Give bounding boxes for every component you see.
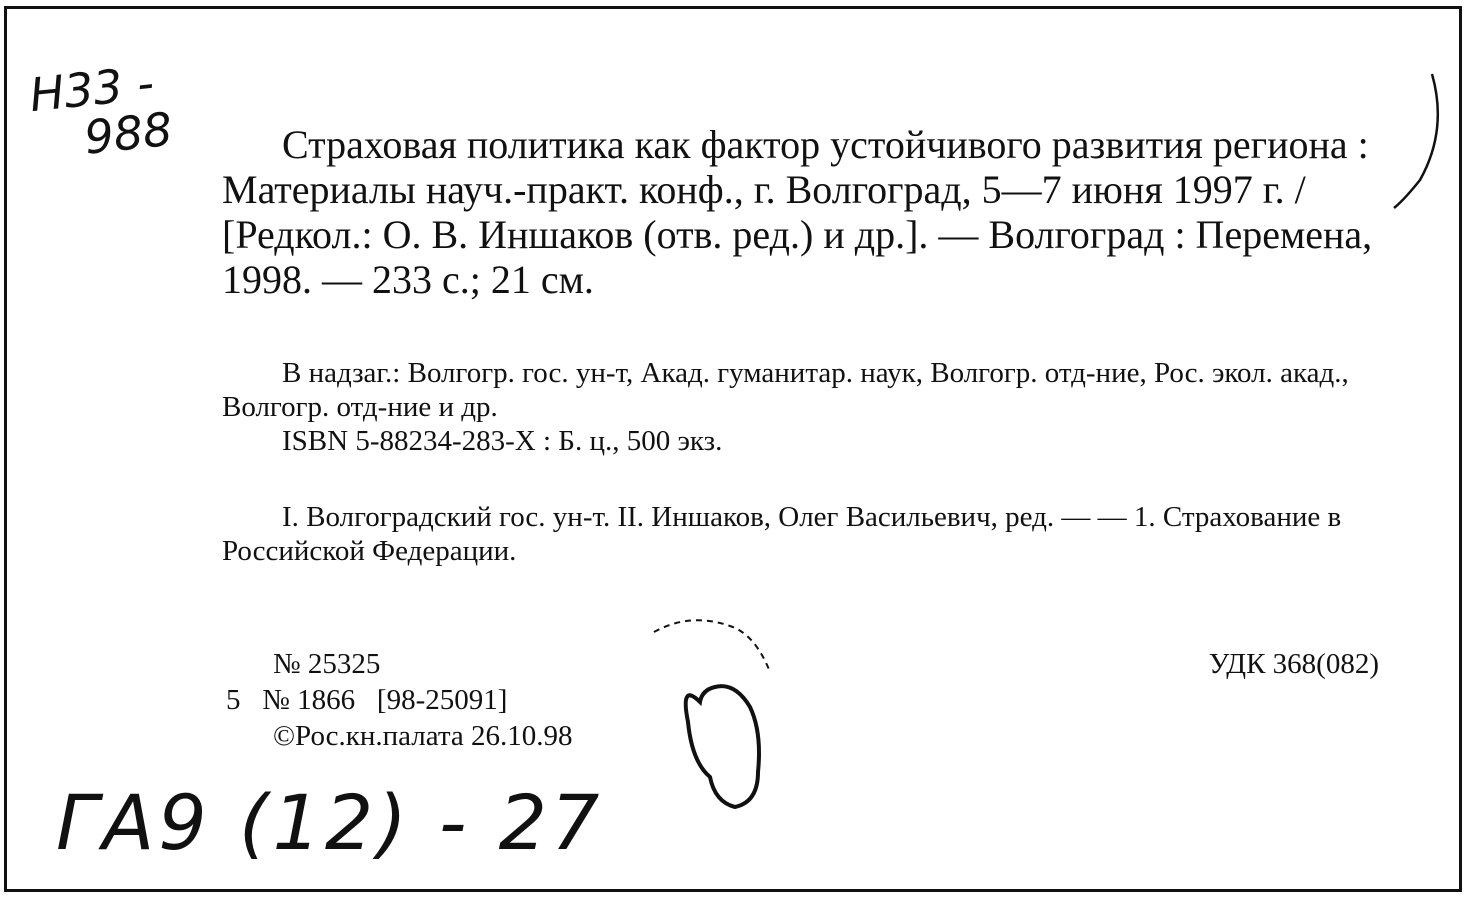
isbn-line: ISBN 5-88234-283-X : Б. ц., 500 экз. <box>282 425 723 457</box>
handwritten-shelf-code <box>27 57 174 167</box>
tracings: I. Волгоградский гос. ун-т. II. Иншаков, Олег Васильевич, ред. — — 1. Страхование в Российской Федерации. <box>222 501 1342 567</box>
shelf-code-line1: Н33 - <box>27 55 157 123</box>
registration-row-2 <box>226 682 573 718</box>
handwritten-collection-code: ГА9 (12) - 27 <box>56 778 604 867</box>
header-note: В надзаг.: Волгогр. гос. ун-т, Акад. гуманитар. наук, Волгогр. отд-ние, Рос. экол. акад., Волгогр. отд-ние и др. <box>222 357 1349 423</box>
margin-pen-stroke <box>1390 70 1450 220</box>
stamp-mark <box>640 612 800 832</box>
card-number: № 1866 [98-25091] <box>262 684 508 716</box>
prefix-number: 5 <box>226 684 241 716</box>
registration-number: № 25325 <box>273 648 381 680</box>
registration-block <box>226 646 573 754</box>
shelf-code-line2: 988 <box>81 101 175 165</box>
bibliographic-description: Страховая политика как фактор устойчивого развития региона : Материалы науч.-практ. конф., г. Волгоград, 5—7 июня 1997 г. / [Редкол.: О. В. Иншаков (отв. ред.) и др.]. — Волгоград : Перемена, 1998. — 233 с.; 21 см. <box>222 122 1373 302</box>
copyright-line: ©Рос.кн.палата 26.10.98 <box>273 720 573 752</box>
udc-code: УДК 368(082) <box>1208 648 1379 680</box>
